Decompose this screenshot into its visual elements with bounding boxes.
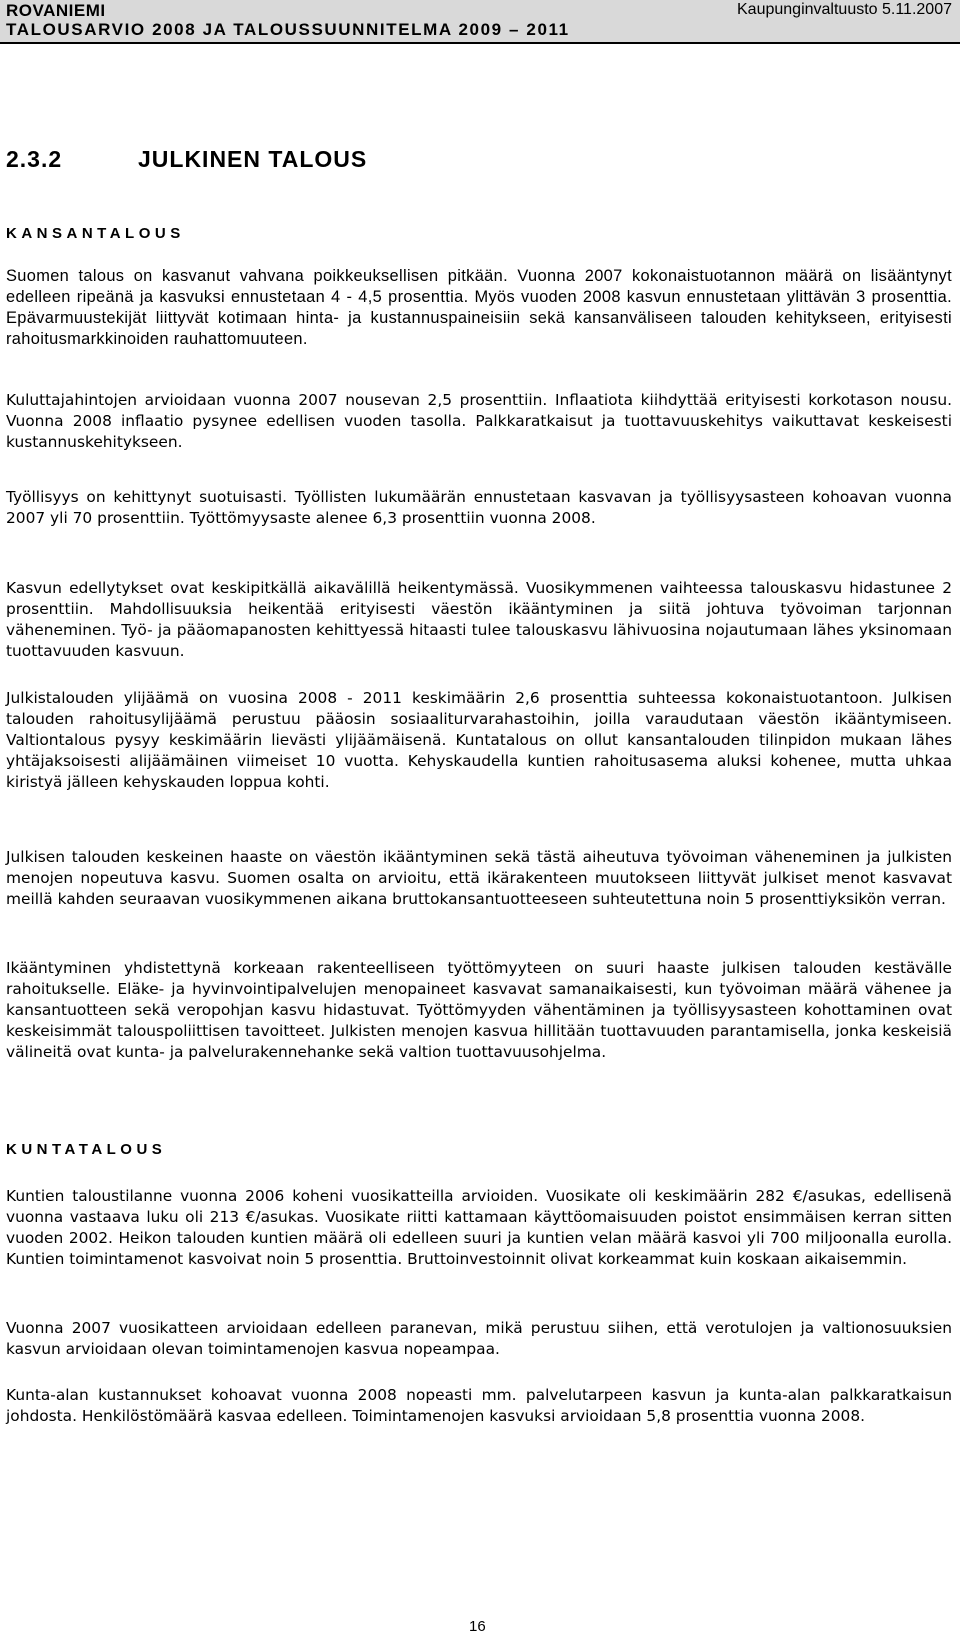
kansantalous-paragraph: Kuluttajahintojen arvioidaan vuonna 2007 nousevan 2,5 prosenttiin. Inflaatiota kiihdyttää erityisesti korkotason nousu. Vuonna 2008 inflaatio pysynee edellisen vuoden tasolla. Palkkaratkaisut ja tuottavuuskehitys vaikuttavat keskeisesti kustannuskehitykseen. <box>6 391 952 451</box>
header-meeting: Kaupunginvaltuusto 5.11.2007 <box>737 1 952 18</box>
kansantalous-paragraph: Työllisyys on kehittynyt suotuisasti. Työllisten lukumäärän ennustetaan kasvavan ja työllisyysasteen kohoavan vuonna 2007 yli 70 prosenttiin. Työttömyysaste alenee 6,3 prosenttiin vuonna 2008. <box>6 488 952 527</box>
page-number: 16 <box>469 1618 486 1635</box>
kuntatalous-paragraph: Kuntien taloustilanne vuonna 2006 koheni vuosikatteilla arvioiden. Vuosikate oli keskimäärin 282 €/asukas, edellisenä vuonna vastaava luku oli 213 €/asukas. Vuosikate riitti kattamaan käyttöomaisuuden poistot ensimmäisen kerran sitten vuoden 2002. Heikon talouden kuntien määrä oli edelleen suuri ja kuntien velan määrä kasvoi yli 700 miljoonalla eurolla. Kuntien toimintamenot kasvoivat noin 5 prosenttia. Bruttoinvestoinnit olivat korkeammat kuin koskaan aikaisemmin. <box>6 1187 952 1268</box>
kansantalous-paragraph: Ikääntyminen yhdistettynä korkeaan rakenteelliseen työttömyyteen on suuri haaste julkisen talouden kestävälle rahoitukselle. Eläke- ja hyvinvointipalvelujen menopaineet kasvavat samanaikaisesti, kun työvoiman määrä vähenee ja kansantuotteen sekä veropohjan kasvu hidastuvat. Työttömyyden vähentäminen ja työllisyysasteen kohottaminen ovat keskeisimmät talouspoliittisen tavoitteet. Julkisten menojen kasvua hillitään tuottavuuden parantamisella, jonka keskeisiä välineitä ovat kunta- ja palvelurakennehanke sekä valtion tuottavuusohjelma. <box>6 959 952 1061</box>
kansantalous-paragraph: Suomen talous on kasvanut vahvana poikkeuksellisen pitkään. Vuonna 2007 kokonaistuotannon määrä on lisääntynyt edelleen ripeänä ja kasvuksi ennustetaan 4 - 4,5 prosenttia. Myös vuoden 2008 kasvun ennustetaan ylittävän 3 prosenttia. Epävarmuustekijät liittyvät kotimaan hinta- ja kustannuspaineisiin sekä kansanväliseen talouden kehitykseen, erityisesti rahoitusmarkkinoiden rauhattomuuteen. <box>6 267 952 348</box>
kuntatalous-heading: KUNTATALOUS <box>6 1141 167 1158</box>
kuntatalous-paragraph: Kunta-alan kustannukset kohoavat vuonna 2008 nopeasti mm. palvelutarpeen kasvun ja kunta-alan palkkaratkaisun johdosta. Henkilöstömäärä kasvaa edelleen. Toimintamenojen kasvuksi arvioidaan 5,8 prosenttia vuonna 2008. <box>6 1386 952 1425</box>
header-divider <box>0 42 960 44</box>
kansantalous-heading: KANSANTALOUS <box>6 225 185 242</box>
section-title: JULKINEN TALOUS <box>138 146 368 172</box>
section-number: 2.3.2 <box>6 146 63 172</box>
kansantalous-paragraph: Julkisen talouden keskeinen haaste on väestön ikääntyminen sekä tästä aiheutuva työvoiman väheneminen ja julkisten menojen nopeutuva kasvu. Suomen osalta on arvioitu, että ikärakenteen muutokseen liittyvät julkiset menot kasvavat meillä kahden seuraavan vuosikymmenen aikana bruttokansantuotteeseen suhteutettuna noin 5 prosenttiyksikön verran. <box>6 848 952 908</box>
kuntatalous-paragraph: Vuonna 2007 vuosikatteen arvioidaan edelleen paranevan, mikä perustuu siihen, että verotulojen ja valtionosuuksien kasvun arvioidaan olevan toimintamenojen kasvua nopeampaa. <box>6 1319 952 1358</box>
header-document-title: TALOUSARVIO 2008 JA TALOUSSUUNNITELMA 2009 – 2011 <box>6 20 570 39</box>
kansantalous-paragraph: Kasvun edellytykset ovat keskipitkällä aikavälillä heikentymässä. Vuosikymmenen vaihteessa talouskasvu hidastunee 2 prosenttiin. Mahdollisuuksia heikentää erityisesti väestön ikääntyminen ja siitä johtuva työvoiman tarjonnan väheneminen. Työ- ja pääomapanosten kehittyessä hitaasti tulee talouskasvu lähivuosina nojautumaan lähes yksinomaan tuottavuuden kasvuun. <box>6 579 952 660</box>
kansantalous-paragraph: Julkistalouden ylijäämä on vuosina 2008 - 2011 keskimäärin 2,6 prosenttia suhteessa kokonaistuotantoon. Julkisen talouden rahoitusylijäämä perustuu pääosin sosiaaliturvarahastoihin, joilla varaudutaan väestön ikääntymiseen. Valtiontalous pysyy keskimäärin lievästi ylijäämäisenä. Kuntatalous on ollut kansantalouden tilinpidon mukaan lähes yhtäjaksoisesti alijäämäinen viimeiset 10 vuotta. Kehyskaudella kuntien rahoitusasema aluksi kohenee, mutta uhkaa kiristyä jälleen kehyskauden loppua kohti. <box>6 689 952 791</box>
page-header <box>0 0 960 42</box>
section-heading <box>6 146 367 173</box>
header-organization: ROVANIEMI <box>6 1 106 20</box>
